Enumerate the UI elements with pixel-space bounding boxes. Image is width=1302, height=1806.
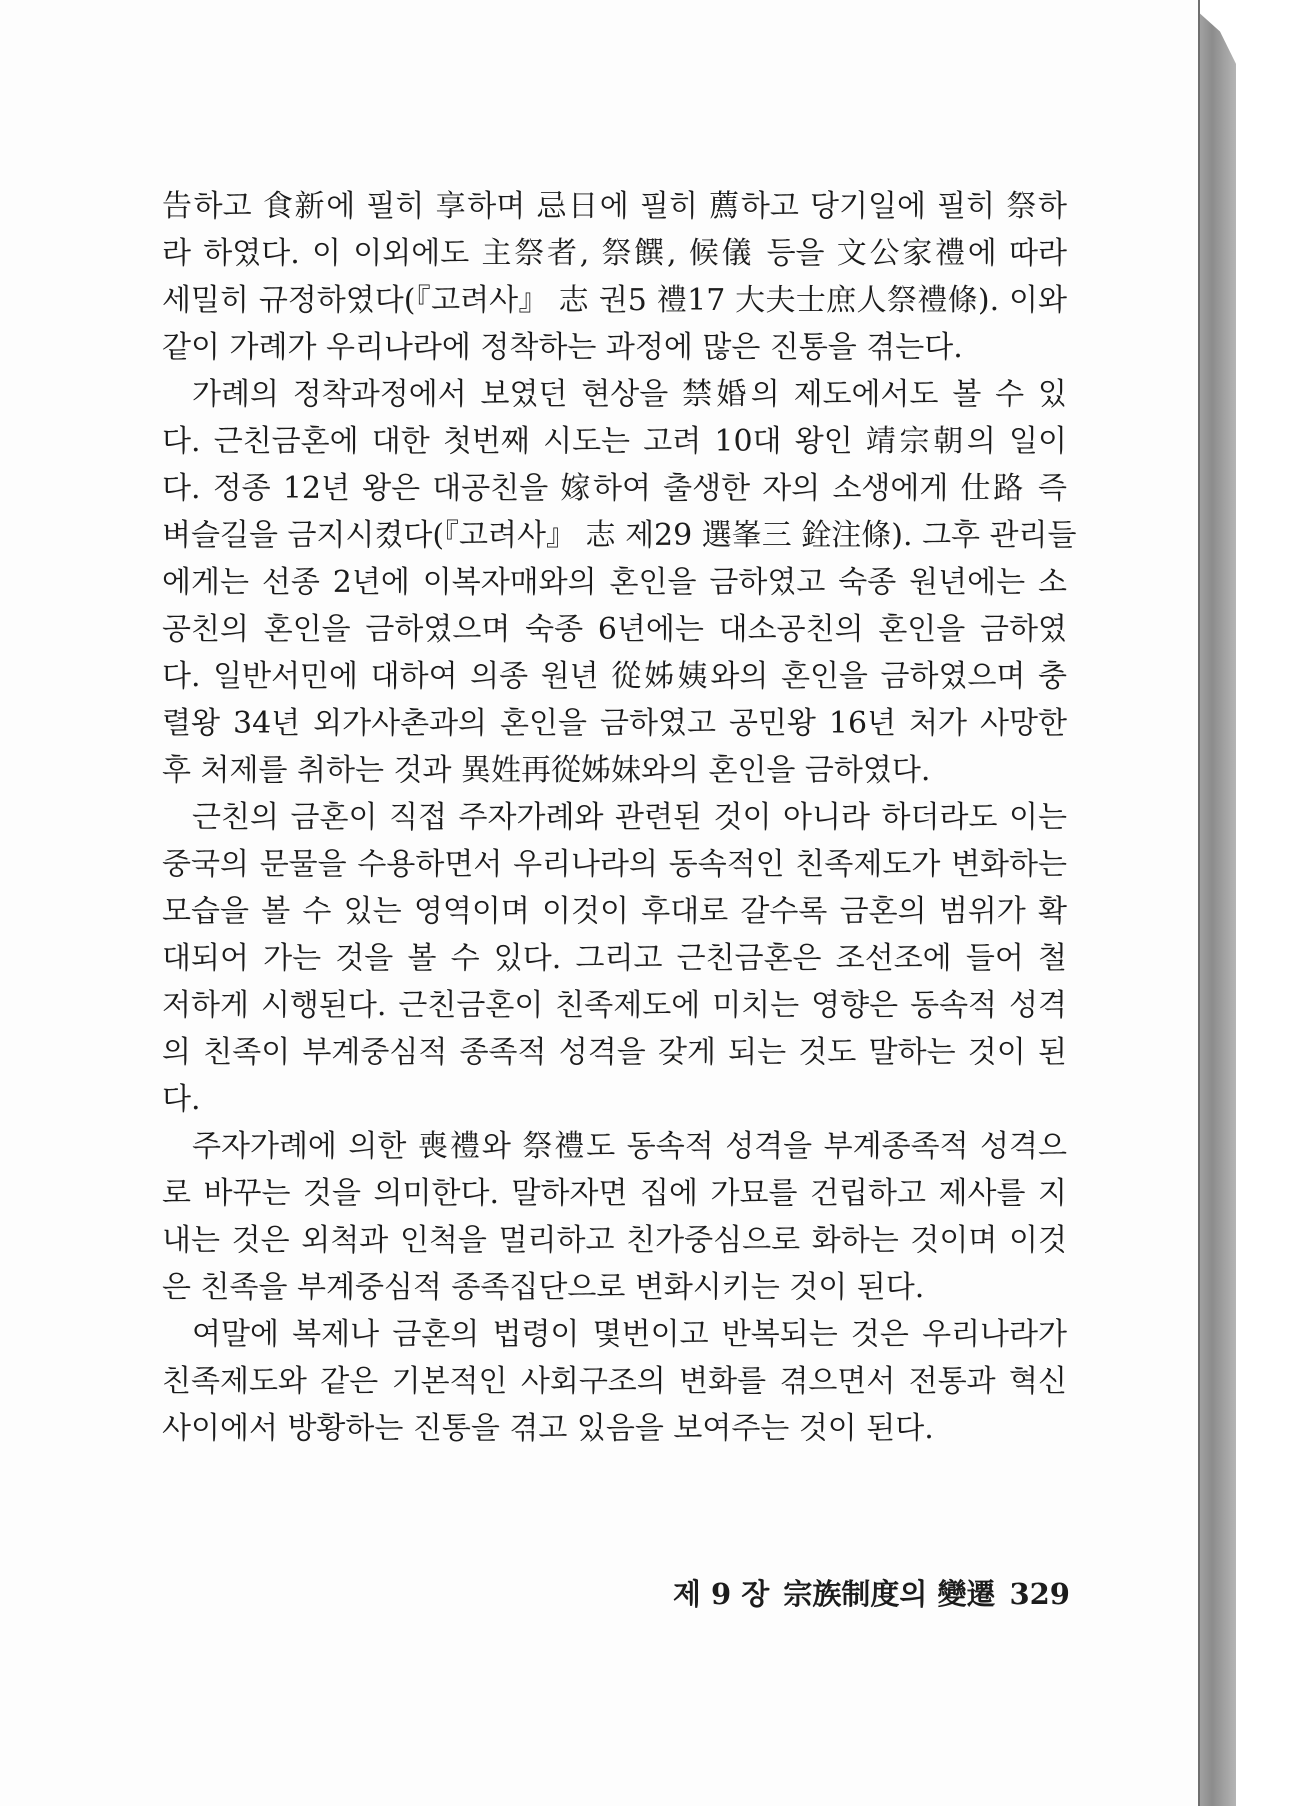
- text-line: 사이에서 방황하는 진통을 겪고 있음을 보여주는 것이 된다.: [162, 1411, 934, 1446]
- text-line: 다. 정종 12년 왕은 대공친을 嫁하여 출생한 자의 소생에게 仕路 즉: [162, 471, 1067, 506]
- text-line: 후 처제를 취하는 것과 異姓再從姊妹와의 혼인을 금하였다.: [162, 753, 931, 788]
- text-line: 에게는 선종 2년에 이복자매와의 혼인을 금하였고 숙종 원년에는 소: [162, 565, 1067, 600]
- text-line: 벼슬길을 금지시켰다(『고려사』 志 제29 選峯三 銓注條). 그후 관리들: [162, 518, 1077, 553]
- body-text: [162, 183, 1077, 1452]
- text-line: 중국의 문물을 수용하면서 우리나라의 동속적인 친족제도가 변화하는: [162, 847, 1067, 882]
- text-line: 내는 것은 외척과 인척을 멀리하고 친가중심으로 화하는 것이며 이것: [162, 1223, 1067, 1258]
- text-line: 은 친족을 부계중심적 종족집단으로 변화시키는 것이 된다.: [162, 1270, 925, 1305]
- text-line: 저하게 시행된다. 근친금혼이 친족제도에 미치는 영향은 동속적 성격: [162, 988, 1067, 1023]
- chapter-title: 宗族制度의 變遷: [783, 1577, 996, 1611]
- page-edge-shadow: [1196, 10, 1236, 1806]
- paragraph: [162, 1123, 1067, 1311]
- text-line: 세밀히 규정하였다(『고려사』 志 권5 禮17 大夫士庶人祭禮條). 이와: [162, 283, 1067, 318]
- paragraph: [162, 183, 1067, 371]
- text-line: 근친의 금혼이 직접 주자가례와 관련된 것이 아니라 하더라도 이는: [192, 800, 1067, 835]
- paragraph: [162, 1311, 1067, 1452]
- text-line: 가례의 정착과정에서 보였던 현상을 禁婚의 제도에서도 볼 수 있: [192, 377, 1067, 412]
- text-line: 모습을 볼 수 있는 영역이며 이것이 후대로 갈수록 금혼의 범위가 확: [162, 894, 1067, 929]
- text-line: 같이 가례가 우리나라에 정착하는 과정에 많은 진통을 겪는다.: [162, 330, 963, 365]
- text-line: 의 친족이 부계중심적 종족적 성격을 갖게 되는 것도 말하는 것이 된: [162, 1035, 1067, 1070]
- running-footer: [670, 1574, 1070, 1614]
- text-line: 다.: [162, 1082, 201, 1117]
- text-line: 주자가례에 의한 喪禮와 祭禮도 동속적 성격을 부계종족적 성격으: [192, 1129, 1067, 1164]
- chapter-label: 제 9 장: [672, 1577, 770, 1611]
- paragraph: [162, 794, 1067, 1123]
- text-line: 告하고 食新에 필히 享하며 忌日에 필히 薦하고 당기일에 필히 祭하: [162, 189, 1067, 224]
- page-number: 329: [1009, 1577, 1070, 1611]
- text-line: 대되어 가는 것을 볼 수 있다. 그리고 근친금혼은 조선조에 들어 철: [162, 941, 1067, 976]
- text-line: 로 바꾸는 것을 의미한다. 말하자면 집에 가묘를 건립하고 제사를 지: [162, 1176, 1067, 1211]
- text-line: 다. 근친금혼에 대한 첫번째 시도는 고려 10대 왕인 靖宗朝의 일이: [162, 424, 1067, 459]
- text-line: 여말에 복제나 금혼의 법령이 몇번이고 반복되는 것은 우리나라가: [192, 1317, 1067, 1352]
- paragraph: [162, 371, 1077, 794]
- text-line: 공친의 혼인을 금하였으며 숙종 6년에는 대소공친의 혼인을 금하였: [162, 612, 1067, 647]
- text-line: 다. 일반서민에 대하여 의종 원년 從姊姨와의 혼인을 금하였으며 충: [162, 659, 1067, 694]
- text-line: 렬왕 34년 외가사촌과의 혼인을 금하였고 공민왕 16년 처가 사망한: [162, 706, 1067, 741]
- text-line: 친족제도와 같은 기본적인 사회구조의 변화를 겪으면서 전통과 혁신: [162, 1364, 1067, 1399]
- text-line: 라 하였다. 이 이외에도 主祭者, 祭饌, 候儀 등을 文公家禮에 따라: [162, 236, 1067, 271]
